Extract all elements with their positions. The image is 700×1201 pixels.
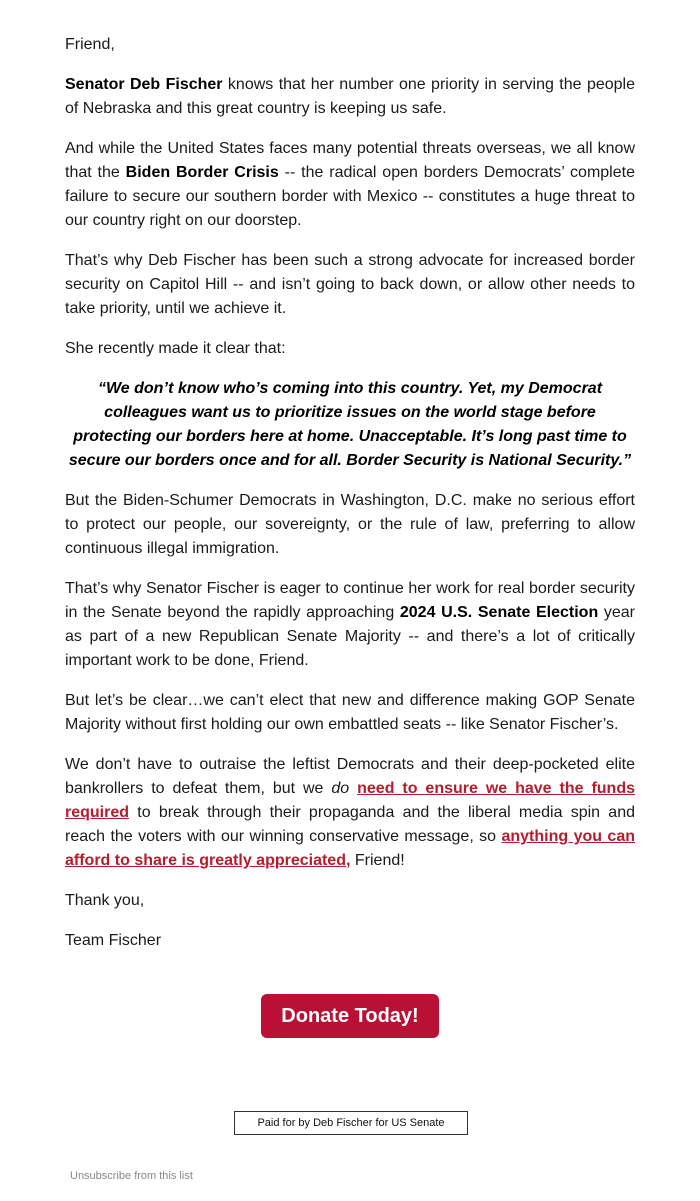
donate-section (0, 994, 700, 1038)
paragraph-8-after: Friend! (350, 852, 405, 869)
senate-election: 2024 U.S. Senate Election (399, 604, 599, 621)
paragraph-5: But the Biden-Schumer Democrats in Washington, D.C. make no serious effort to protect our people, our sovereignty, or the rule of law, preferring to allow continuous illegal immigration. (65, 492, 635, 557)
paragraph-4: She recently made it clear that: (65, 340, 286, 357)
paragraph-2-before: And while the United States faces many potential threats overseas, we all know that the (65, 140, 635, 181)
senator-name: Senator Deb Fischer (65, 76, 223, 93)
paragraph-1 (65, 73, 635, 121)
paragraph-6 (65, 577, 635, 673)
paragraph-8 (65, 753, 635, 873)
share-appreciated-comma[interactable]: , (345, 852, 351, 869)
paragraph-1-text: knows that her number one priority in serving the people of Nebraska and this great country is keeping us safe. (65, 76, 636, 117)
paragraph-8-space (349, 780, 357, 797)
donate-button[interactable]: Donate Today! (261, 994, 439, 1038)
paid-for-disclaimer: Paid for by Deb Fischer for US Senate (234, 1111, 468, 1135)
paragraph-7: But let’s be clear…we can’t elect that new and difference making GOP Senate Majority without first holding our own embattled seats -- like Senator Fischer’s. (65, 692, 635, 733)
paragraph-2 (65, 137, 635, 233)
paragraph-6-before: That’s why Senator Fischer is eager to continue her work for real border security in the Senate beyond the rapidly approaching (65, 580, 635, 621)
signoff: Thank you, (65, 892, 145, 909)
paragraph-8-before: We don’t have to outraise the leftist Democrats and their deep-pocketed elite bankrollers to defeat them, but we (65, 756, 635, 797)
share-appreciated-link[interactable]: anything you can afford to share is greatly appreciated (65, 828, 635, 869)
biden-border-crisis: Biden Border Crisis (125, 164, 279, 181)
paragraph-3: That’s why Deb Fischer has been such a strong advocate for increased border security on Capitol Hill -- and isn’t going to back down, or allow other needs to take priority, until we achieve it. (65, 252, 635, 317)
paragraph-8-middle: to break through their propaganda and the liberal media spin and reach the voters with our winning conservative message, so (65, 804, 635, 845)
funds-required-link[interactable]: need to ensure we have the funds required (65, 780, 635, 821)
greeting: Friend, (65, 36, 115, 53)
unsubscribe-link[interactable]: Unsubscribe from this list (70, 1170, 193, 1182)
signature: Team Fischer (65, 932, 162, 949)
fischer-quote: “We don’t know who’s coming into this country. Yet, my Democrat colleagues want us to prioritize issues on the world stage before protecting our borders here at home. Unacceptable. It’s long past time to secure our borders once and for all. Border Security is National Security.” (68, 380, 632, 469)
paragraph-6-after: year as part of a new Republican Senate Majority -- and there’s a lot of critically important work to be done, Friend. (65, 604, 636, 669)
paragraph-8-italic: do (331, 780, 350, 797)
email-body (65, 33, 635, 969)
paragraph-2-after: -- the radical open borders Democrats’ complete failure to secure our southern border with Mexico -- constitutes a huge threat to our country right on our doorstep. (65, 164, 635, 229)
